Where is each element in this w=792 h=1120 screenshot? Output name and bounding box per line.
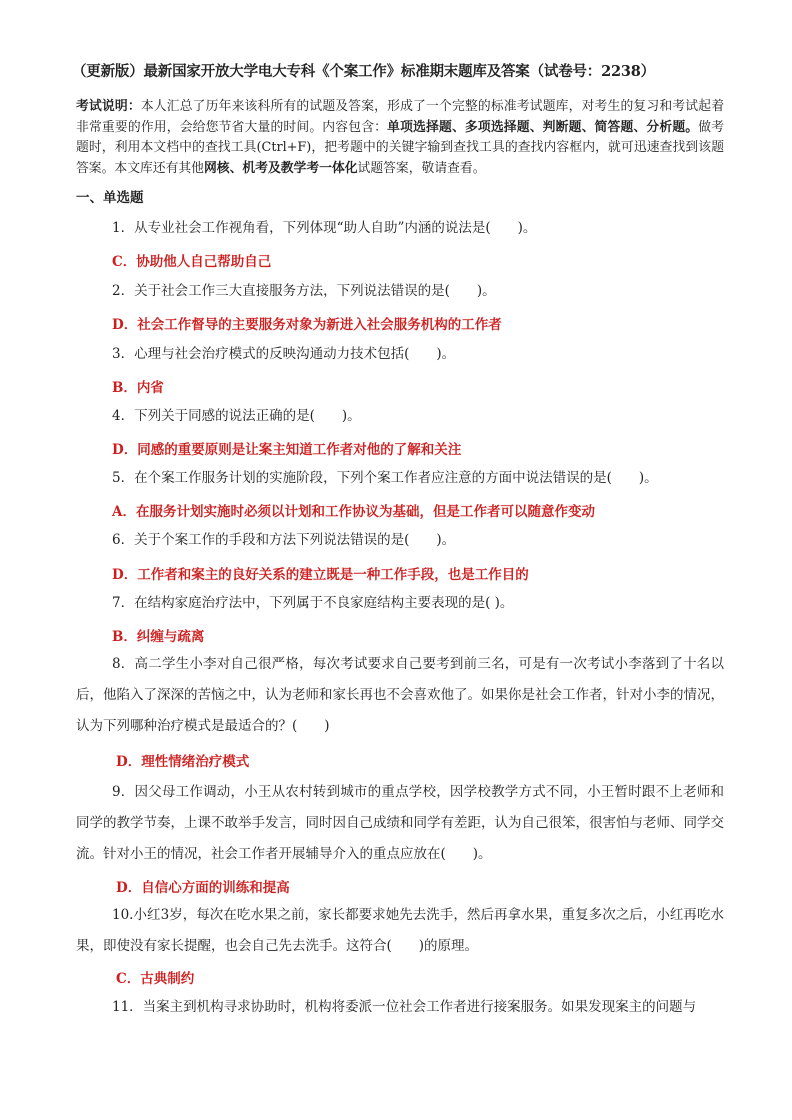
answer-4: D．同感的重要原则是让案主知道工作者对他的了解和关注 bbox=[112, 442, 462, 458]
question-5: 5．在个案工作服务计划的实施阶段，下列个案工作者应注意的方面中说法错误的是( )。 bbox=[112, 470, 658, 486]
question-6: 6．关于个案工作的手段和方法下列说法错误的是( )。 bbox=[112, 532, 456, 548]
question-2: 2．关于社会工作三大直接服务方法，下列说法错误的是( )。 bbox=[112, 283, 496, 299]
section-heading: 一、单选题 bbox=[76, 190, 144, 206]
answer-7: B．纠缠与疏离 bbox=[112, 629, 205, 645]
question-8: 8．高二学生小李对自己很严格，每次考试要求自己要考到前三名，可是有一次考试小李落到了十名以后，他陷入了深深的苦恼之中，认为老师和家长再也不会喜欢他了。如果你是社会工作者，针对小李的情况，认为下列哪种治疗模式是最适合的？( ) bbox=[76, 656, 724, 734]
answer-8: D．理性情绪治疗模式 bbox=[116, 754, 250, 770]
question-9: 9．因父母工作调动，小王从农村转到城市的重点学校，因学校教学方式不同，小王暂时跟不上老师和同学的教学节奏，上课不敢举手发言，同时因自己成绩和同学有差距，认为自己很笨，很害怕与老师、同学交流。针对小王的情况，社会工作者开展辅导介入的重点应放在( )。 bbox=[76, 784, 724, 862]
answer-1: C．协助他人自己帮助自己 bbox=[112, 254, 272, 270]
instructions-text-2: 做考题时，利用本文档中的查找工具(Ctrl+F)，把考题中的关键字输到查找工具的查找内容框内，就可迅速查找到该题答案。本文库还有其他 bbox=[76, 119, 725, 176]
instructions-text-3: 试题答案，敬请查看。 bbox=[357, 160, 486, 176]
instructions-label: 考试说明： bbox=[76, 99, 141, 114]
answer-9: D．自信心方面的训练和提高 bbox=[116, 880, 290, 896]
answer-10: C．古典制约 bbox=[116, 971, 195, 987]
question-3: 3．心理与社会治疗模式的反映沟通动力技术包括( )。 bbox=[112, 346, 456, 362]
question-4: 4．下列关于同感的说法正确的是( )。 bbox=[112, 408, 361, 424]
answer-5: A．在服务计划实施时必须以计划和工作协议为基础，但是工作者可以随意作变动 bbox=[112, 504, 595, 520]
question-types: 单项选择题、多项选择题、判断题、简答题、分析题。 bbox=[387, 119, 699, 135]
document-title: （更新版）最新国家开放大学电大专科《个案工作》标准期末题库及答案（试卷号：2238） bbox=[72, 63, 655, 80]
question-1: 1．从专业社会工作视角看，下列体现“助人自助”内涵的说法是( )。 bbox=[112, 220, 537, 236]
question-11: 11．当案主到机构寻求协助时，机构将委派一位社会工作者进行接案服务。如果发现案主的问题与 bbox=[112, 999, 697, 1015]
answer-2: D．社会工作督导的主要服务对象为新进入社会服务机构的工作者 bbox=[112, 317, 502, 333]
exam-instructions bbox=[76, 97, 724, 179]
question-7: 7．在结构家庭治疗法中，下列属于不良家庭结构主要表现的是( )。 bbox=[112, 595, 514, 611]
extra-resources: 网核、机考及教学考一体化 bbox=[203, 160, 358, 176]
answer-6: D．工作者和案主的良好关系的建立既是一种工作手段，也是工作目的 bbox=[112, 567, 529, 583]
question-10: 10.小红3岁，每次在吃水果之前，家长都要求她先去洗手，然后再拿水果，重复多次之后，小红再吃水果，即使没有家长提醒，也会自己先去洗手。这符合( )的原理。 bbox=[76, 907, 724, 954]
answer-3: B．内省 bbox=[112, 380, 164, 396]
instructions-text-1: 本人汇总了历年来该科所有的试题及答案，形成了一个完整的标准考试题库，对考生的复习和考试起着非常重要的作用，会给您节省大量的时间。内容包含： bbox=[76, 99, 725, 135]
